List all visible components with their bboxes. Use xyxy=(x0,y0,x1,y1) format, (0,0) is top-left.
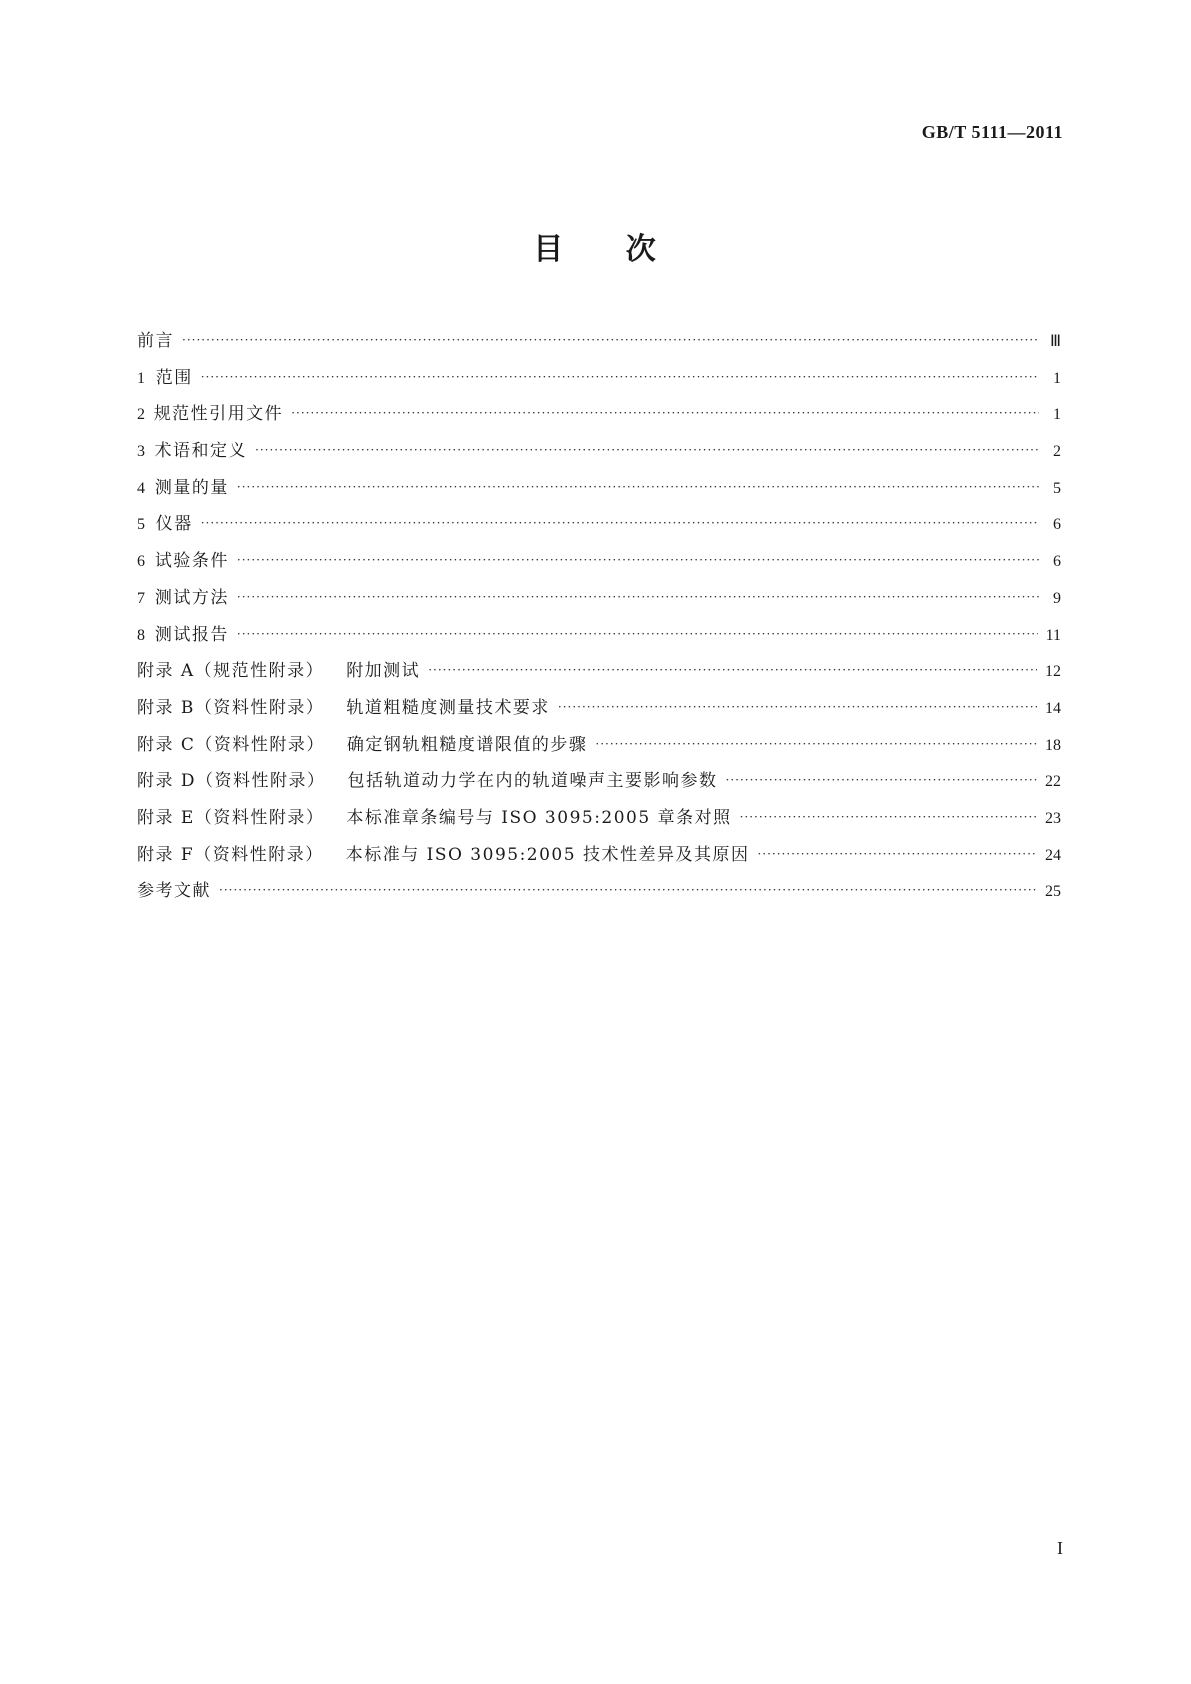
toc-entry-label: 术语和定义 xyxy=(154,441,247,462)
toc-entry-number: 8 xyxy=(137,626,145,644)
toc-entry-label: 附录 B（资料性附录） xyxy=(137,697,325,718)
toc-entry-label-group xyxy=(155,473,229,498)
toc-entry[interactable] xyxy=(137,583,1061,620)
toc-entry-label-group xyxy=(137,730,587,755)
toc-entry[interactable] xyxy=(137,436,1061,473)
toc-entry-label: 仪器 xyxy=(155,514,193,535)
toc-entry-page: 9 xyxy=(1053,589,1061,607)
toc-entry-label: 前言 xyxy=(137,331,174,351)
toc-entry-page: 6 xyxy=(1053,553,1061,571)
toc-entry-number: 1 xyxy=(137,369,145,387)
toc-entry-label: 附录 F（资料性附录） xyxy=(137,844,324,865)
toc-entry-title: 轨道粗糙度测量技术要求 xyxy=(346,697,550,718)
toc-entry-number: 7 xyxy=(137,589,145,607)
toc-entry-page: 6 xyxy=(1053,516,1061,534)
toc-entry-label: 测试方法 xyxy=(154,587,229,608)
toc-entry-label-group xyxy=(155,436,248,461)
toc-entry-page: 22 xyxy=(1045,773,1061,791)
toc-entry-page: 5 xyxy=(1053,479,1061,497)
toc-entry-label: 附录 A（规范性附录） xyxy=(137,661,325,682)
toc-entry-label-group xyxy=(137,693,550,718)
toc-dot-leader xyxy=(237,590,1039,604)
toc-dot-leader xyxy=(237,627,1038,641)
toc-dot-leader xyxy=(558,700,1037,714)
toc-entry-number: 4 xyxy=(137,479,145,497)
toc-entry-page: 14 xyxy=(1045,699,1061,717)
toc-dot-leader xyxy=(219,883,1037,897)
toc-entry[interactable] xyxy=(137,509,1061,546)
toc-dot-leader xyxy=(201,516,1039,530)
table-of-contents xyxy=(137,326,1061,913)
toc-entry[interactable] xyxy=(137,399,1061,436)
toc-entry-number: 3 xyxy=(137,443,145,461)
toc-dot-leader xyxy=(740,810,1037,824)
toc-entry-label-group xyxy=(137,656,420,681)
page-title: 目 次 xyxy=(533,232,658,267)
toc-entry-page: 1 xyxy=(1053,406,1061,424)
toc-entry-number: 2 xyxy=(137,406,145,424)
toc-entry-label-group xyxy=(156,509,193,534)
toc-entry-label: 附录 D（资料性附录） xyxy=(137,771,326,792)
toc-entry-title: 本标准与 ISO 3095:2005 技术性差异及其原因 xyxy=(345,844,750,865)
toc-entry-label: 范围 xyxy=(155,367,193,388)
toc-entry[interactable] xyxy=(137,803,1061,840)
toc-dot-leader xyxy=(726,773,1037,787)
toc-entry-title: 附加测试 xyxy=(346,661,421,682)
toc-entry[interactable] xyxy=(137,840,1061,877)
toc-entry[interactable] xyxy=(137,730,1061,767)
standard-code: GB/T 5111—2011 xyxy=(921,122,1063,142)
toc-dot-leader xyxy=(757,847,1037,861)
toc-entry-label: 参考文献 xyxy=(137,881,211,902)
toc-entry-page: 24 xyxy=(1045,846,1061,864)
toc-entry[interactable] xyxy=(137,326,1061,363)
toc-entry-label-group xyxy=(155,546,229,571)
toc-dot-leader xyxy=(182,333,1039,347)
toc-entry-label-group xyxy=(137,840,749,865)
toc-entry[interactable] xyxy=(137,363,1061,400)
toc-entry[interactable] xyxy=(137,693,1061,730)
toc-entry-title: 包括轨道动力学在内的轨道噪声主要影响参数 xyxy=(347,771,718,792)
toc-entry-title: 确定钢轨粗糙度谱限值的步骤 xyxy=(346,734,588,755)
toc-entry-label: 测试报告 xyxy=(154,624,229,645)
toc-entry-label-group xyxy=(137,326,174,351)
toc-entry[interactable] xyxy=(137,620,1061,657)
toc-entry-number: 5 xyxy=(137,516,145,534)
toc-entry-label: 附录 E（资料性附录） xyxy=(137,807,325,828)
toc-entry-label: 试验条件 xyxy=(154,551,229,572)
toc-dot-leader xyxy=(595,737,1037,751)
toc-dot-leader xyxy=(237,480,1039,494)
toc-dot-leader xyxy=(291,406,1039,420)
page-number: I xyxy=(1057,1538,1063,1558)
toc-entry[interactable] xyxy=(137,473,1061,510)
toc-entry-page: Ⅲ xyxy=(1049,333,1061,350)
toc-entry-page: 1 xyxy=(1053,369,1061,387)
toc-entry-page: 18 xyxy=(1045,736,1061,754)
toc-entry-label-group xyxy=(137,803,732,828)
toc-entry-page: 25 xyxy=(1045,883,1061,901)
toc-entry-label-group xyxy=(154,399,284,424)
toc-entry-page: 23 xyxy=(1045,809,1061,827)
toc-entry-label: 测量的量 xyxy=(154,477,229,498)
toc-entry-label-group xyxy=(137,766,718,791)
toc-entry-label-group xyxy=(137,876,211,901)
toc-dot-leader xyxy=(201,370,1039,384)
toc-dot-leader xyxy=(428,663,1037,677)
toc-dot-leader xyxy=(237,553,1039,567)
toc-entry-page: 12 xyxy=(1045,663,1061,681)
toc-entry-label-group xyxy=(156,363,193,388)
toc-entry-page: 2 xyxy=(1053,443,1061,461)
toc-entry-number: 6 xyxy=(137,553,145,571)
toc-dot-leader xyxy=(255,443,1039,457)
toc-entry-page: 11 xyxy=(1045,626,1061,644)
toc-entry-label-group xyxy=(155,583,229,608)
toc-entry[interactable] xyxy=(137,546,1061,583)
toc-entry-label: 规范性引用文件 xyxy=(153,404,284,425)
toc-entry-label: 附录 C（资料性附录） xyxy=(137,734,325,755)
toc-entry-label-group xyxy=(155,620,229,645)
toc-entry-title: 本标准章条编号与 ISO 3095:2005 章条对照 xyxy=(346,807,732,828)
toc-entry[interactable] xyxy=(137,876,1061,913)
toc-entry[interactable] xyxy=(137,656,1061,693)
toc-entry[interactable] xyxy=(137,766,1061,803)
